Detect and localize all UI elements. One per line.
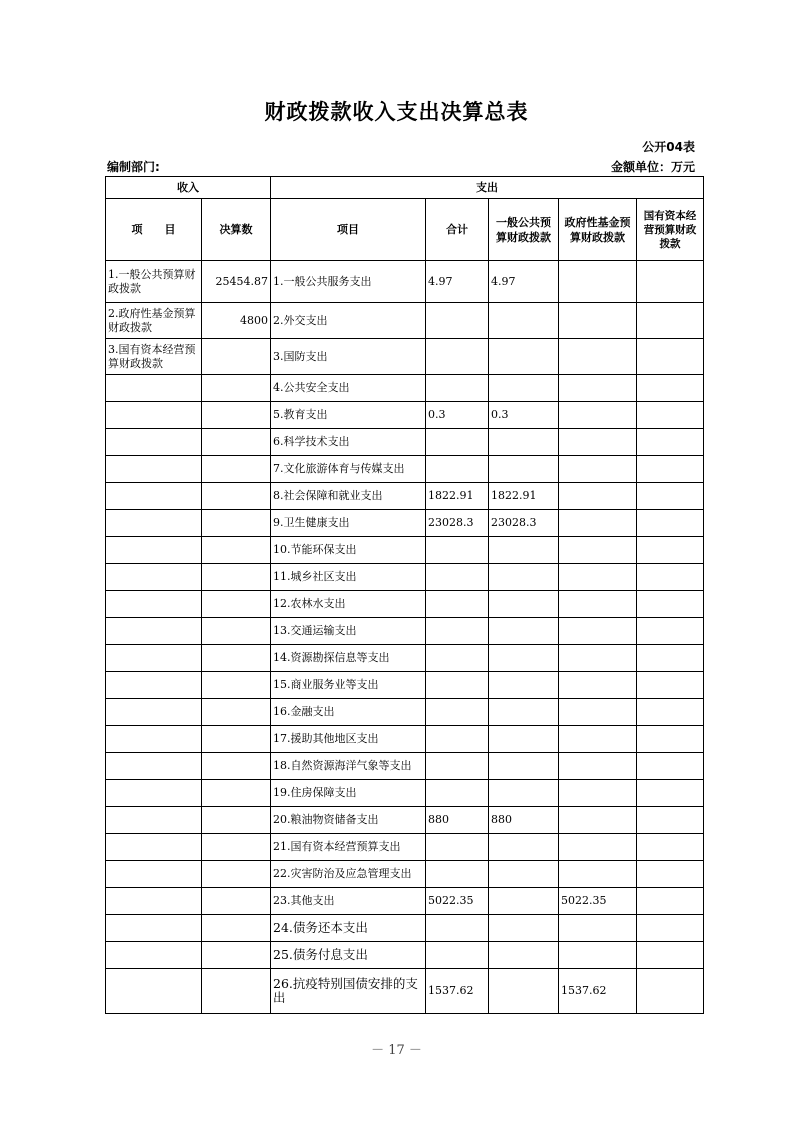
expense-total-cell: 1537.62 <box>426 969 489 1014</box>
expense-state-capital-cell <box>637 780 704 807</box>
income-item-cell <box>106 834 202 861</box>
expense-total-cell: 0.3 <box>426 402 489 429</box>
expense-general-cell <box>489 537 559 564</box>
expense-total-cell: 5022.35 <box>426 888 489 915</box>
expense-total-cell <box>426 645 489 672</box>
expense-state-capital-cell <box>637 942 704 969</box>
expense-gov-fund-cell <box>559 726 637 753</box>
expense-state-capital-cell <box>637 510 704 537</box>
table-row <box>106 969 704 1014</box>
expense-item-cell: 19.住房保障支出 <box>271 780 426 807</box>
income-amount-cell <box>202 699 271 726</box>
table-row <box>106 807 704 834</box>
expense-general-cell <box>489 591 559 618</box>
expense-total-cell <box>426 591 489 618</box>
table-row <box>106 402 704 429</box>
expense-item-cell: 1.一般公共服务支出 <box>271 261 426 303</box>
expense-state-capital-cell <box>637 969 704 1014</box>
expense-item-cell: 4.公共安全支出 <box>271 375 426 402</box>
income-amount-cell <box>202 537 271 564</box>
income-item-cell <box>106 726 202 753</box>
expense-total-cell <box>426 456 489 483</box>
unit-label: 金额单位：万元 <box>610 160 695 174</box>
expense-total-cell <box>426 564 489 591</box>
expense-item-cell: 17.援助其他地区支出 <box>271 726 426 753</box>
income-header: 收入 <box>106 177 271 199</box>
income-item-cell <box>106 429 202 456</box>
table-row <box>106 564 704 591</box>
table-row <box>106 780 704 807</box>
expense-total-header: 合计 <box>426 199 489 261</box>
expense-total-cell <box>426 753 489 780</box>
table-row <box>106 456 704 483</box>
table-row <box>106 510 704 537</box>
income-item-header: 项 目 <box>106 199 202 261</box>
expense-state-capital-cell <box>637 807 704 834</box>
table-row <box>106 645 704 672</box>
expense-total-cell <box>426 780 489 807</box>
income-amount-header: 决算数 <box>202 199 271 261</box>
income-item-cell <box>106 645 202 672</box>
expense-item-cell: 8.社会保障和就业支出 <box>271 483 426 510</box>
expense-item-cell: 20.粮油物资储备支出 <box>271 807 426 834</box>
expense-state-capital-cell <box>637 591 704 618</box>
expense-gov-fund-cell <box>559 672 637 699</box>
income-item-cell <box>106 888 202 915</box>
expense-total-cell <box>426 618 489 645</box>
expense-item-cell: 10.节能环保支出 <box>271 537 426 564</box>
expense-total-cell <box>426 375 489 402</box>
expense-general-cell <box>489 888 559 915</box>
expense-general-cell <box>489 726 559 753</box>
expense-general-cell <box>489 456 559 483</box>
expense-state-capital-cell <box>637 861 704 888</box>
expense-item-cell: 12.农林水支出 <box>271 591 426 618</box>
income-item-cell <box>106 510 202 537</box>
income-amount-cell <box>202 429 271 456</box>
table-row <box>106 261 704 303</box>
page-title: 财政拨款收入支出决算总表 <box>264 100 529 124</box>
expense-gov-fund-cell <box>559 780 637 807</box>
expense-total-cell: 23028.3 <box>426 510 489 537</box>
expense-item-cell: 25.债务付息支出 <box>271 942 426 969</box>
table-row <box>106 591 704 618</box>
table-row <box>106 618 704 645</box>
income-item-cell <box>106 618 202 645</box>
expense-gov-fund-cell <box>559 429 637 456</box>
income-amount-cell <box>202 726 271 753</box>
expense-item-cell: 16.金融支出 <box>271 699 426 726</box>
income-item-cell <box>106 753 202 780</box>
expense-general-cell <box>489 429 559 456</box>
expense-state-capital-cell <box>637 483 704 510</box>
table-row <box>106 915 704 942</box>
expense-item-header: 项目 <box>271 199 426 261</box>
expense-gov-fund-cell <box>559 645 637 672</box>
expense-item-cell: 11.城乡社区支出 <box>271 564 426 591</box>
expense-gov-fund-cell <box>559 303 637 339</box>
expense-general-cell <box>489 645 559 672</box>
expense-item-cell: 15.商业服务业等支出 <box>271 672 426 699</box>
expense-header: 支出 <box>271 177 704 199</box>
table-number: 公开04表 <box>642 140 695 154</box>
expense-general-cell <box>489 375 559 402</box>
expense-general-cell: 23028.3 <box>489 510 559 537</box>
expense-gov-fund-cell <box>559 510 637 537</box>
expense-state-capital-cell <box>637 699 704 726</box>
expense-gov-fund-cell <box>559 537 637 564</box>
expense-total-cell <box>426 834 489 861</box>
expense-general-cell: 4.97 <box>489 261 559 303</box>
table-row <box>106 303 704 339</box>
income-item-cell <box>106 456 202 483</box>
expense-general-cell: 0.3 <box>489 402 559 429</box>
table-row <box>106 888 704 915</box>
expense-state-capital-cell <box>637 402 704 429</box>
expense-general-cell <box>489 969 559 1014</box>
income-item-cell <box>106 861 202 888</box>
expense-general-cell <box>489 672 559 699</box>
expense-gov-fund-cell <box>559 807 637 834</box>
department-label: 编制部门: <box>107 160 160 174</box>
expense-gov-fund-cell <box>559 942 637 969</box>
expense-general-cell: 880 <box>489 807 559 834</box>
expense-general-header: 一般公共预算财政拨款 <box>489 199 559 261</box>
income-item-cell: 3.国有资本经营预算财政拨款 <box>106 339 202 375</box>
budget-table <box>105 176 704 1014</box>
income-item-cell <box>106 564 202 591</box>
table-row <box>106 429 704 456</box>
expense-state-capital-header: 国有资本经营预算财政拨款 <box>637 199 704 261</box>
expense-state-capital-cell <box>637 672 704 699</box>
expense-gov-fund-cell <box>559 699 637 726</box>
income-amount-cell <box>202 672 271 699</box>
expense-general-cell: 1822.91 <box>489 483 559 510</box>
expense-total-cell <box>426 429 489 456</box>
expense-item-cell: 2.外交支出 <box>271 303 426 339</box>
expense-total-cell <box>426 672 489 699</box>
expense-item-cell: 18.自然资源海洋气象等支出 <box>271 753 426 780</box>
income-item-cell <box>106 699 202 726</box>
expense-total-cell: 1822.91 <box>426 483 489 510</box>
expense-total-cell <box>426 339 489 375</box>
expense-state-capital-cell <box>637 261 704 303</box>
expense-gov-fund-header: 政府性基金预算财政拨款 <box>559 199 637 261</box>
expense-state-capital-cell <box>637 429 704 456</box>
income-amount-cell <box>202 969 271 1014</box>
income-amount-cell <box>202 861 271 888</box>
table-row <box>106 834 704 861</box>
income-item-cell <box>106 591 202 618</box>
expense-gov-fund-cell <box>559 339 637 375</box>
expense-item-cell: 14.资源勘探信息等支出 <box>271 645 426 672</box>
expense-gov-fund-cell <box>559 375 637 402</box>
expense-state-capital-cell <box>637 537 704 564</box>
expense-general-cell <box>489 753 559 780</box>
table-row <box>106 375 704 402</box>
expense-item-cell: 9.卫生健康支出 <box>271 510 426 537</box>
income-amount-cell <box>202 375 271 402</box>
income-amount-cell <box>202 510 271 537</box>
expense-total-cell <box>426 726 489 753</box>
table-row <box>106 726 704 753</box>
expense-general-cell <box>489 618 559 645</box>
expense-gov-fund-cell <box>559 861 637 888</box>
expense-general-cell <box>489 564 559 591</box>
expense-state-capital-cell <box>637 564 704 591</box>
income-item-cell <box>106 969 202 1014</box>
expense-total-cell <box>426 303 489 339</box>
expense-gov-fund-cell <box>559 261 637 303</box>
income-amount-cell <box>202 645 271 672</box>
table-row <box>106 339 704 375</box>
table-row <box>106 699 704 726</box>
expense-total-cell <box>426 699 489 726</box>
expense-gov-fund-cell <box>559 591 637 618</box>
expense-state-capital-cell <box>637 375 704 402</box>
income-amount-cell <box>202 780 271 807</box>
expense-item-cell: 22.灾害防治及应急管理支出 <box>271 861 426 888</box>
income-item-cell <box>106 942 202 969</box>
income-item-cell <box>106 915 202 942</box>
expense-total-cell <box>426 942 489 969</box>
expense-state-capital-cell <box>637 339 704 375</box>
income-item-cell <box>106 402 202 429</box>
income-item-cell <box>106 375 202 402</box>
expense-gov-fund-cell <box>559 456 637 483</box>
expense-item-cell: 13.交通运输支出 <box>271 618 426 645</box>
expense-gov-fund-cell <box>559 402 637 429</box>
expense-total-cell <box>426 915 489 942</box>
expense-state-capital-cell <box>637 456 704 483</box>
expense-state-capital-cell <box>637 888 704 915</box>
income-amount-cell <box>202 915 271 942</box>
expense-item-cell: 6.科学技术支出 <box>271 429 426 456</box>
expense-state-capital-cell <box>637 618 704 645</box>
expense-total-cell: 880 <box>426 807 489 834</box>
table-row <box>106 672 704 699</box>
income-item-cell <box>106 483 202 510</box>
income-item-cell <box>106 537 202 564</box>
expense-state-capital-cell <box>637 753 704 780</box>
expense-general-cell <box>489 834 559 861</box>
expense-gov-fund-cell: 5022.35 <box>559 888 637 915</box>
expense-state-capital-cell <box>637 915 704 942</box>
expense-general-cell <box>489 861 559 888</box>
expense-item-cell: 3.国防支出 <box>271 339 426 375</box>
expense-general-cell <box>489 915 559 942</box>
table-row <box>106 753 704 780</box>
expense-total-cell: 4.97 <box>426 261 489 303</box>
expense-state-capital-cell <box>637 645 704 672</box>
expense-general-cell <box>489 780 559 807</box>
expense-item-cell: 5.教育支出 <box>271 402 426 429</box>
expense-gov-fund-cell <box>559 564 637 591</box>
expense-state-capital-cell <box>637 726 704 753</box>
income-amount-cell <box>202 402 271 429</box>
income-amount-cell <box>202 618 271 645</box>
income-item-cell <box>106 672 202 699</box>
table-row <box>106 942 704 969</box>
table-row <box>106 861 704 888</box>
expense-gov-fund-cell <box>559 753 637 780</box>
table-row <box>106 537 704 564</box>
income-item-cell: 1.一般公共预算财政拨款 <box>106 261 202 303</box>
expense-total-cell <box>426 861 489 888</box>
table-row <box>106 483 704 510</box>
expense-general-cell <box>489 303 559 339</box>
expense-general-cell <box>489 699 559 726</box>
expense-gov-fund-cell <box>559 483 637 510</box>
page-number: － 17 － <box>371 1043 422 1058</box>
expense-gov-fund-cell: 1537.62 <box>559 969 637 1014</box>
income-amount-cell <box>202 834 271 861</box>
expense-gov-fund-cell <box>559 618 637 645</box>
expense-total-cell <box>426 537 489 564</box>
income-amount-cell <box>202 339 271 375</box>
expense-state-capital-cell <box>637 303 704 339</box>
expense-general-cell <box>489 942 559 969</box>
income-amount-cell <box>202 888 271 915</box>
expense-item-cell: 24.债务还本支出 <box>271 915 426 942</box>
income-item-cell: 2.政府性基金预算财政拨款 <box>106 303 202 339</box>
expense-item-cell: 21.国有资本经营预算支出 <box>271 834 426 861</box>
income-item-cell <box>106 807 202 834</box>
expense-state-capital-cell <box>637 834 704 861</box>
expense-item-cell: 7.文化旅游体育与传媒支出 <box>271 456 426 483</box>
income-amount-cell: 25454.87 <box>202 261 271 303</box>
income-amount-cell <box>202 942 271 969</box>
income-amount-cell <box>202 483 271 510</box>
expense-gov-fund-cell <box>559 834 637 861</box>
expense-item-cell: 23.其他支出 <box>271 888 426 915</box>
income-amount-cell <box>202 753 271 780</box>
expense-gov-fund-cell <box>559 915 637 942</box>
income-amount-cell: 4800 <box>202 303 271 339</box>
income-amount-cell <box>202 807 271 834</box>
expense-general-cell <box>489 339 559 375</box>
income-amount-cell <box>202 591 271 618</box>
income-amount-cell <box>202 456 271 483</box>
income-amount-cell <box>202 564 271 591</box>
expense-item-cell: 26.抗疫特别国债安排的支出 <box>271 969 426 1014</box>
income-item-cell <box>106 780 202 807</box>
